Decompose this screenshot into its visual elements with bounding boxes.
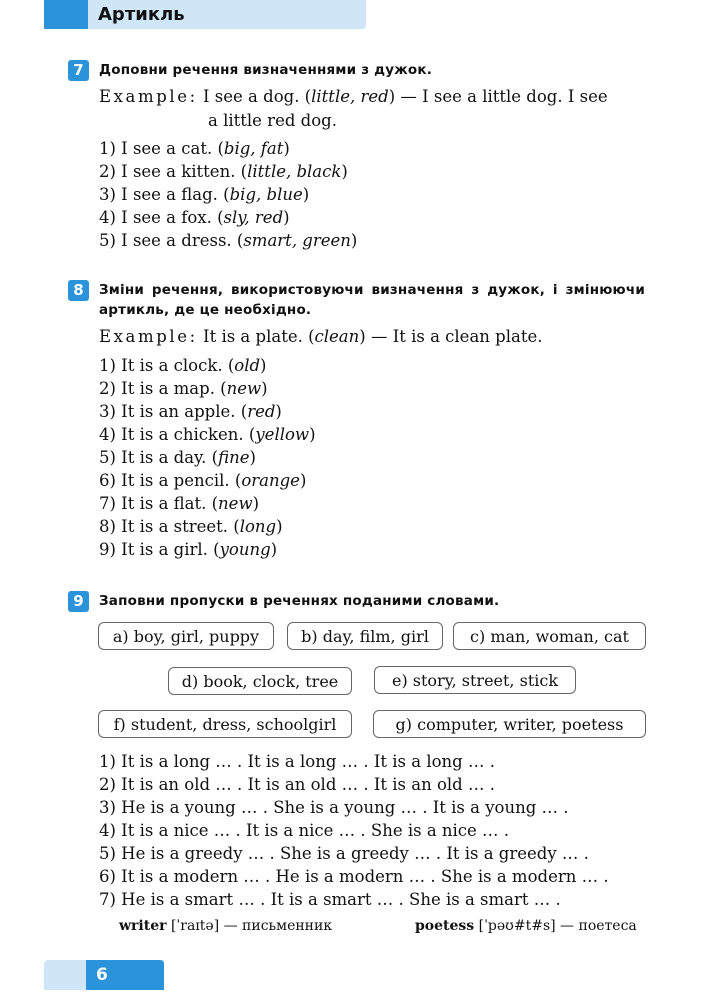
example-answer: ) — It is a clean plate. bbox=[359, 327, 543, 346]
list-item: 3) It is an apple. (red) bbox=[99, 402, 282, 421]
exercise-8-title-line-1: Зміни речення, використовуючи визначення з дужок, і змінюючи bbox=[99, 282, 645, 298]
list-item: 5) He is a greedy … . She is a greedy … . It is a greedy … . bbox=[99, 844, 589, 863]
list-item: 7) He is a smart … . It is a smart … . She is a smart … . bbox=[99, 890, 561, 909]
exercise-8-number: 8 bbox=[68, 280, 89, 301]
exercise-7-title: Доповни речення визначеннями з дужок. bbox=[99, 62, 433, 78]
vocab-poetess: poetess [ˈpəʊ#t#s] — поетеса bbox=[415, 918, 637, 934]
list-item: 9) It is a girl. (young) bbox=[99, 540, 278, 559]
list-item: 6) It is a pencil. (orange) bbox=[99, 471, 307, 490]
list-item: 4) I see a fox. (sly, red) bbox=[99, 208, 290, 227]
header-bar bbox=[44, 0, 366, 29]
exercise-7-number: 7 bbox=[68, 60, 89, 81]
exercise-8-example bbox=[99, 327, 542, 346]
list-item: 1) It is a long … . It is a long … . It is a long … . bbox=[99, 752, 495, 771]
exercise-7-example-cont: a little red dog. bbox=[208, 111, 337, 130]
list-item: 3) I see a flag. (big, blue) bbox=[99, 185, 310, 204]
word-box-c: c) man, woman, cat bbox=[453, 622, 646, 650]
exercise-7-example bbox=[99, 87, 608, 106]
example-hint: clean bbox=[314, 327, 360, 346]
list-item: 2) It is an old … . It is an old … . It is an old … . bbox=[99, 775, 495, 794]
list-item: 2) It is a map. (new) bbox=[99, 379, 268, 398]
example-label: Example: bbox=[99, 327, 198, 346]
word-box-d: d) book, clock, tree bbox=[168, 667, 352, 695]
word-box-f: f) student, dress, schoolgirl bbox=[98, 710, 352, 738]
page-number: 6 bbox=[86, 960, 164, 990]
list-item: 5) It is a day. (fine) bbox=[99, 448, 256, 467]
list-item: 4) It is a chicken. (yellow) bbox=[99, 425, 316, 444]
vocab-writer: writer [ˈraɪtə] — письменник bbox=[119, 918, 333, 934]
header-tab bbox=[44, 0, 88, 29]
list-item: 8) It is a street. (long) bbox=[99, 517, 283, 536]
list-item: 5) I see a dress. (smart, green) bbox=[99, 231, 358, 250]
exercise-9-number: 9 bbox=[68, 591, 89, 612]
word-box-g: g) computer, writer, poetess bbox=[373, 710, 646, 738]
exercise-8-title-line-2: артикль, де це необхідно. bbox=[99, 302, 312, 318]
list-item: 6) It is a modern … . He is a modern … . She is a modern … . bbox=[99, 867, 609, 886]
example-label: Example: bbox=[99, 87, 198, 106]
word-box-e: e) story, street, stick bbox=[374, 666, 576, 694]
list-item: 3) He is a young … . She is a young … . It is a young … . bbox=[99, 798, 569, 817]
example-text: I see a dog. ( bbox=[203, 87, 312, 106]
example-text: It is a plate. ( bbox=[203, 327, 315, 346]
example-hint: little, red bbox=[311, 87, 389, 106]
exercise-9-title: Заповни пропуски в реченнях поданими словами. bbox=[99, 593, 500, 609]
word-box-b: b) day, film, girl bbox=[287, 622, 443, 650]
example-answer: ) — I see a little dog. I see bbox=[388, 87, 608, 106]
list-item: 4) It is a nice … . It is a nice … . She is a nice … . bbox=[99, 821, 510, 840]
list-item: 7) It is a flat. (new) bbox=[99, 494, 259, 513]
word-box-a: a) boy, girl, puppy bbox=[98, 622, 274, 650]
page-title: Артикль bbox=[98, 4, 185, 25]
list-item: 1) It is a clock. (old) bbox=[99, 356, 267, 375]
list-item: 1) I see a cat. (big, fat) bbox=[99, 139, 290, 158]
list-item: 2) I see a kitten. (little, black) bbox=[99, 162, 348, 181]
